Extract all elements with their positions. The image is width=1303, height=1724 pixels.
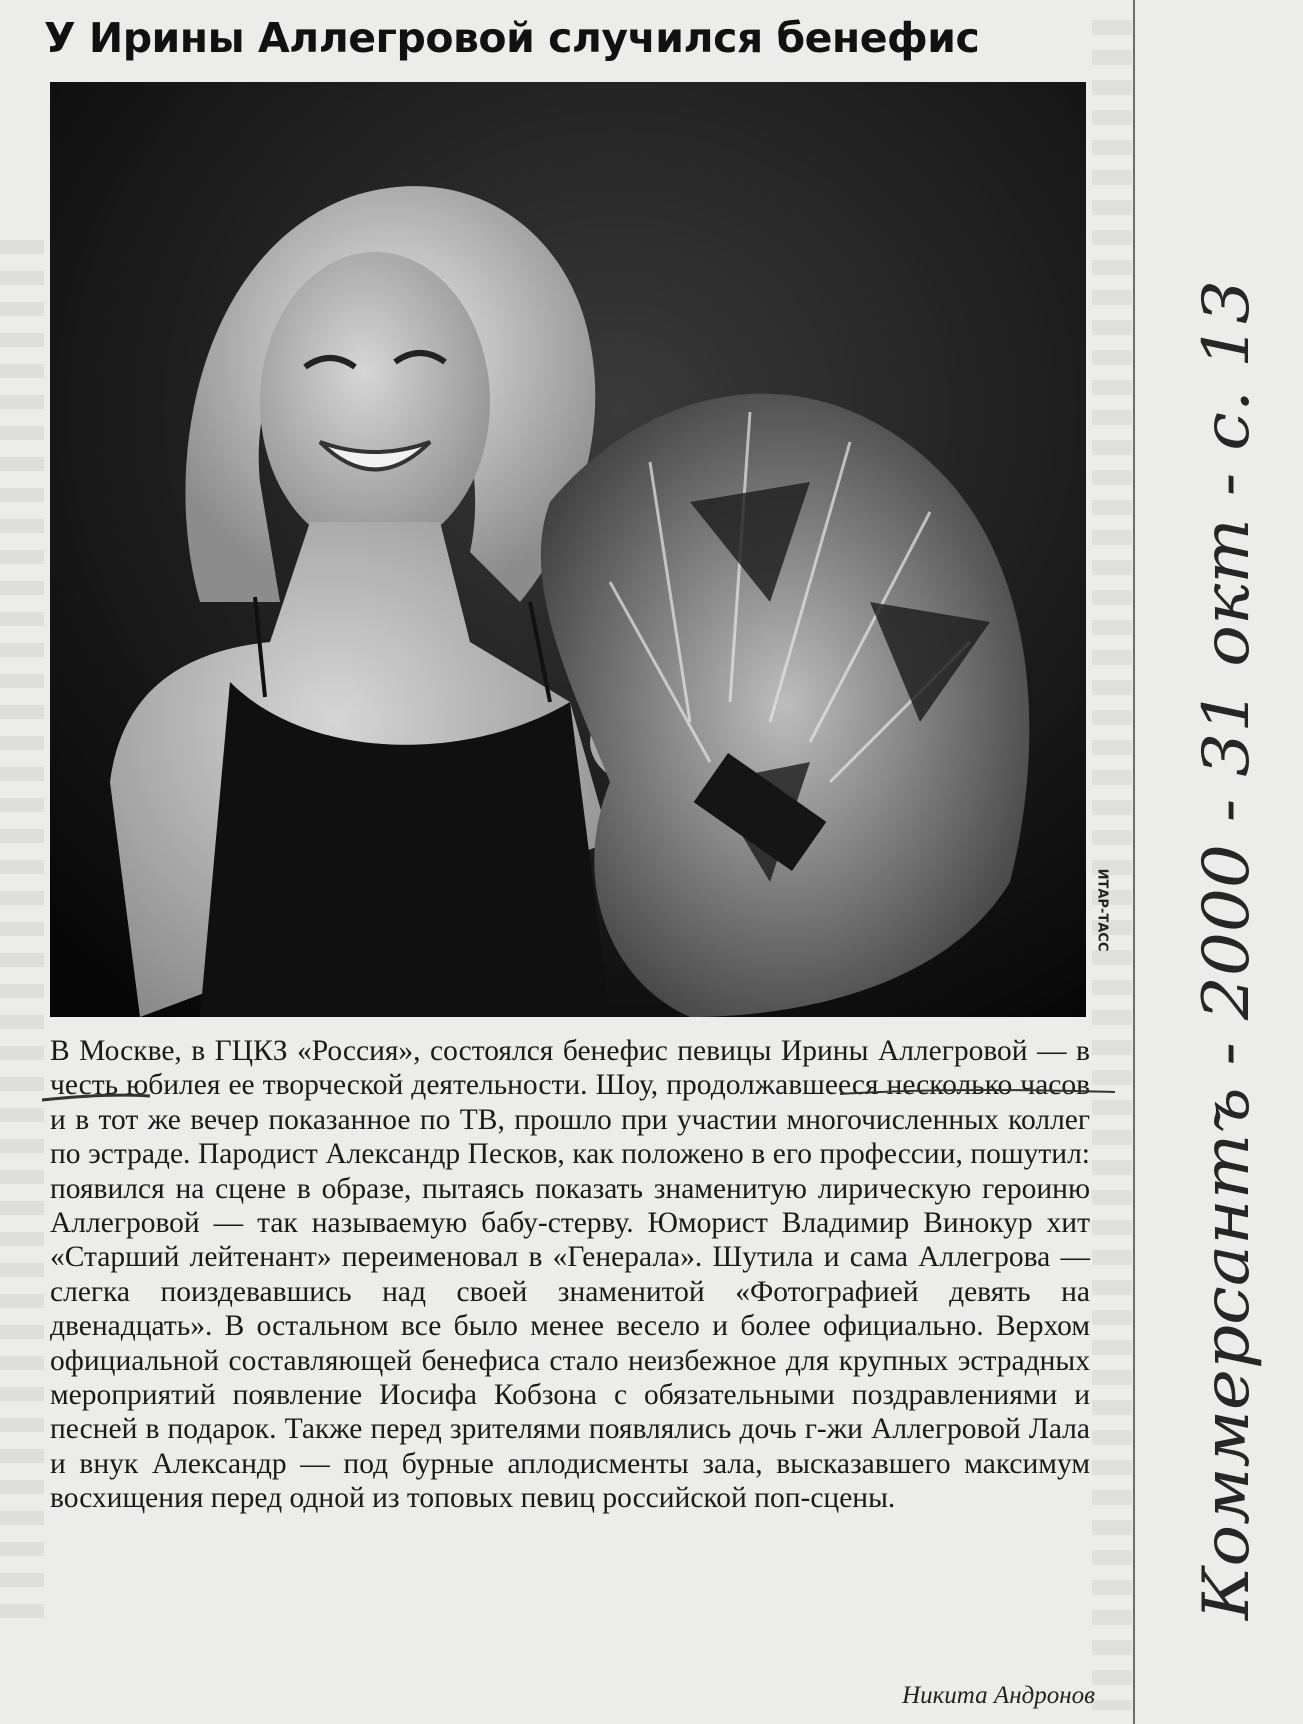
adjacent-column-bleed-left: [0, 240, 44, 1620]
article-headline: У Ирины Аллегровой случился бенефис: [44, 14, 980, 62]
svg-text:Коммерсантъ - 2000 - 31 окт -: Коммерсантъ - 2000 - 31 окт - с. 13: [1190, 380, 1264, 1620]
handwritten-note: [1120, 240, 1280, 1660]
article-body: В Москве, в ГЦКЗ «Россия», состоялся бенефис певицы Ирины Аллегровой — в честь юбилея ее творческой деятельности. Шоу, продолжавшееся несколько часов и в тот же вечер показанное по ТВ, прошло при участии многочисленных коллег по эстраде. Пародист Александр Песков, как положено в его профессии, пошутил: появился на сцене в образе, пытаясь показать знаменитую лирическую героиню Аллегровой — так называемую бабу-стерву. Юморист Владимир Винокур хит «Старший лейтенант» переименовал в «Генерала». Шутила и сама Аллегрова — слегка поиздевавшись над своей знаменитой «Фотографией девять на двенадцать». В остальном все было менее весело и более официально. Верхом официальной составляющей бенефиса стало неизбежное для крупных эстрадных мероприятий появление Иосифа Кобзона с обязательными поздравлениями и песней в подарок. Также перед зрителями появлялись дочь г-жи Аллегровой Лала и внук Александр — под бурные аплодисменты зала, высказавшего максимум восхищения перед одной из топовых певиц российской поп-сцены.: [50, 1035, 1090, 1515]
article-photo: [50, 82, 1086, 1017]
handwritten-underline: [40, 1086, 1120, 1106]
photo-credit: ИТАР-ТАСС: [1094, 868, 1110, 952]
article-author: Никита Андронов: [902, 1682, 1095, 1709]
